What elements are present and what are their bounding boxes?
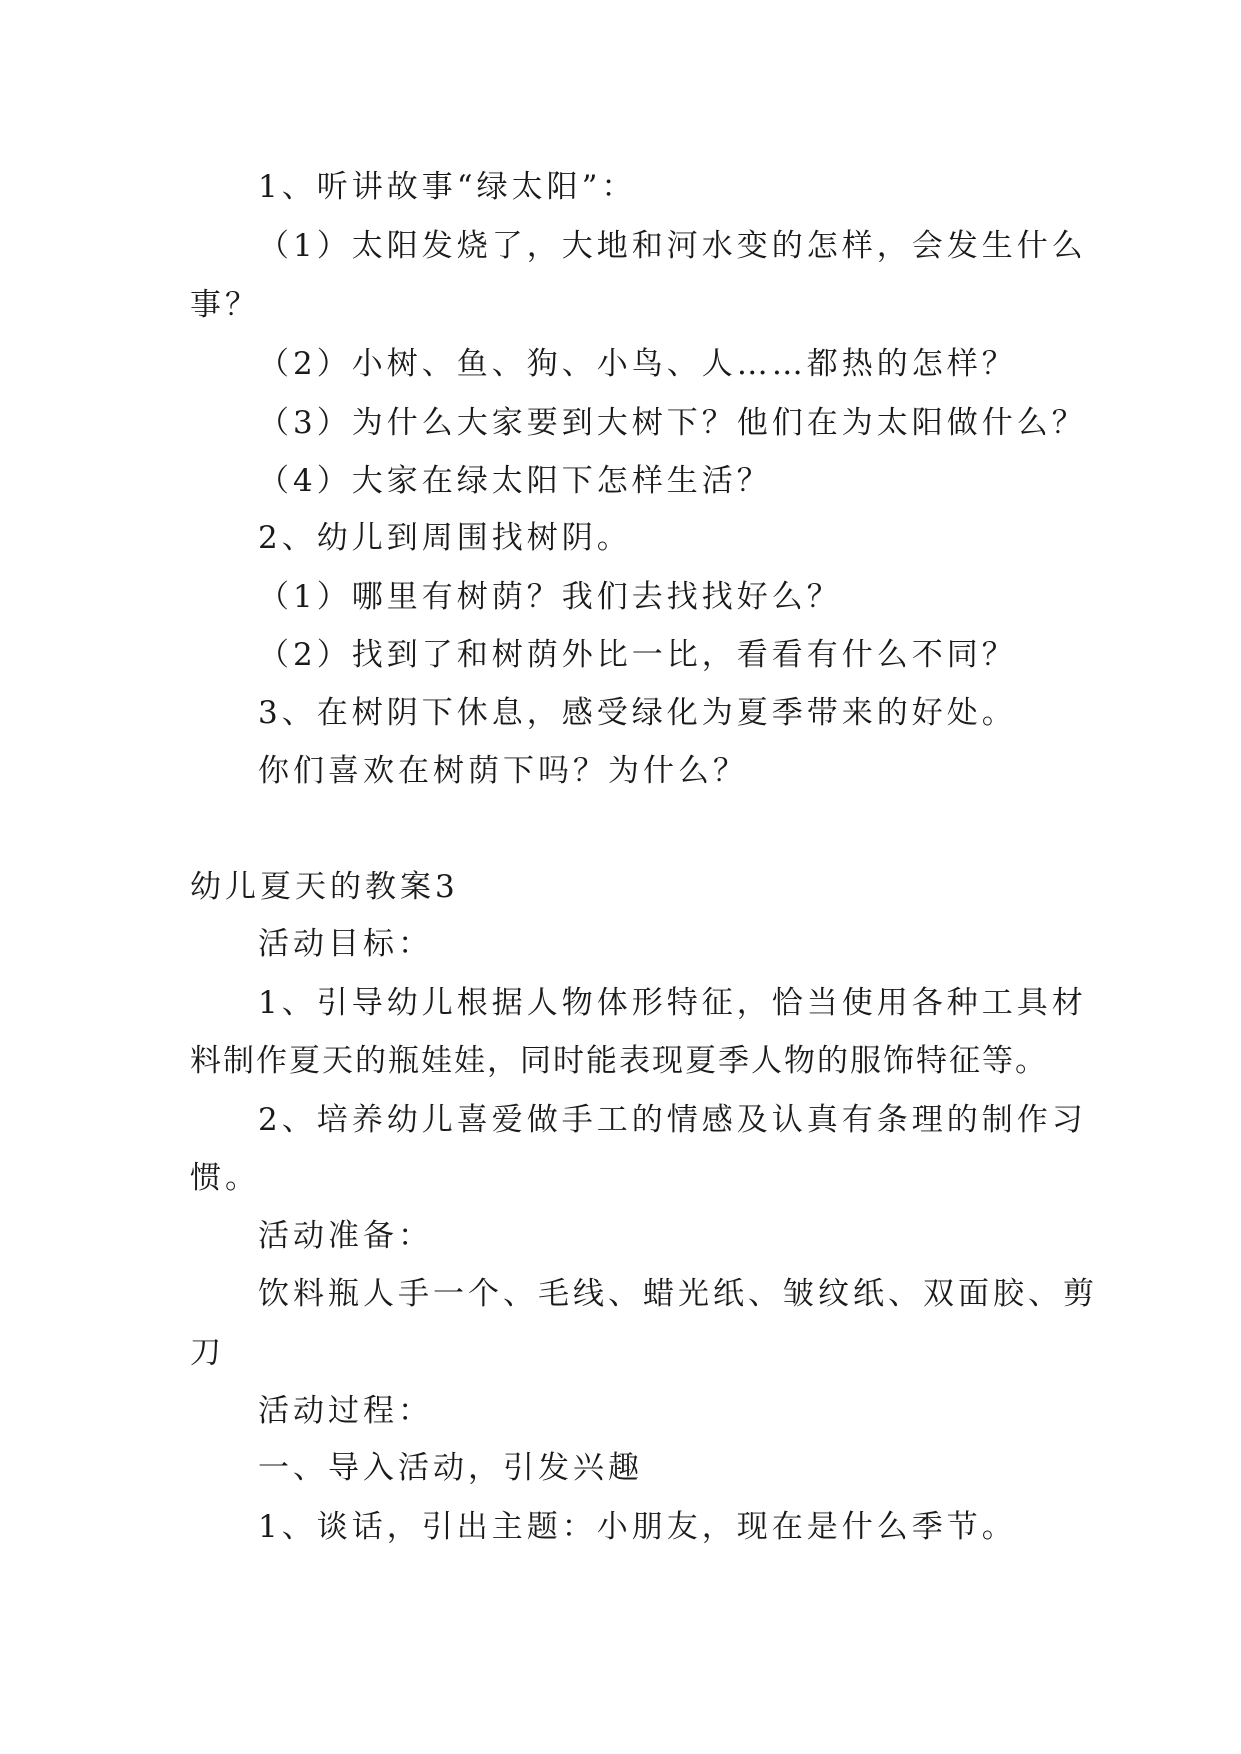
paragraph-line: 你们喜欢在树荫下吗？为什么？ — [258, 753, 748, 789]
paragraph-line: （2）小树、鱼、狗、小鸟、人……都热的怎样？ — [258, 346, 1017, 382]
paragraph-line: 事？ — [190, 287, 260, 323]
paragraph-line: 1、谈话，引出主题：小朋友，现在是什么季节。 — [258, 1509, 1017, 1545]
paragraph-line: 刀 — [190, 1335, 225, 1371]
paragraph-line: 饮料瓶人手一个、毛线、蜡光纸、皱纹纸、双面胶、剪 — [258, 1276, 1098, 1312]
paragraph-line: 2、幼儿到周围找树阴。 — [258, 520, 632, 556]
paragraph-line: （1）太阳发烧了，大地和河水变的怎样，会发生什么 — [258, 228, 1087, 264]
paragraph-line: 料制作夏天的瓶娃娃，同时能表现夏季人物的服饰特征等。 — [190, 1043, 1048, 1079]
paragraph-line: 1、引导幼儿根据人物体形特征，恰当使用各种工具材 — [258, 985, 1087, 1021]
paragraph-line: 2、培养幼儿喜爱做手工的情感及认真有条理的制作习 — [258, 1102, 1087, 1138]
paragraph-line: 一、导入活动，引发兴趣 — [258, 1450, 643, 1486]
paragraph-line: 1、听讲故事“绿太阳”： — [258, 169, 637, 205]
section-heading: 幼儿夏天的教案3 — [190, 869, 459, 905]
paragraph-line: 活动目标： — [258, 926, 433, 962]
paragraph-line: （1）哪里有树荫？我们去找找好么？ — [258, 579, 842, 615]
paragraph-line: 3、在树阴下休息，感受绿化为夏季带来的好处。 — [258, 695, 1017, 731]
paragraph-line: 活动过程： — [258, 1393, 433, 1429]
paragraph-line: 惯。 — [190, 1160, 260, 1196]
paragraph-line: （4）大家在绿太阳下怎样生活？ — [258, 463, 772, 499]
paragraph-line: （3）为什么大家要到大树下？他们在为太阳做什么？ — [258, 405, 1087, 441]
paragraph-line: 活动准备： — [258, 1218, 433, 1254]
paragraph-line: （2）找到了和树荫外比一比，看看有什么不同？ — [258, 637, 1017, 673]
